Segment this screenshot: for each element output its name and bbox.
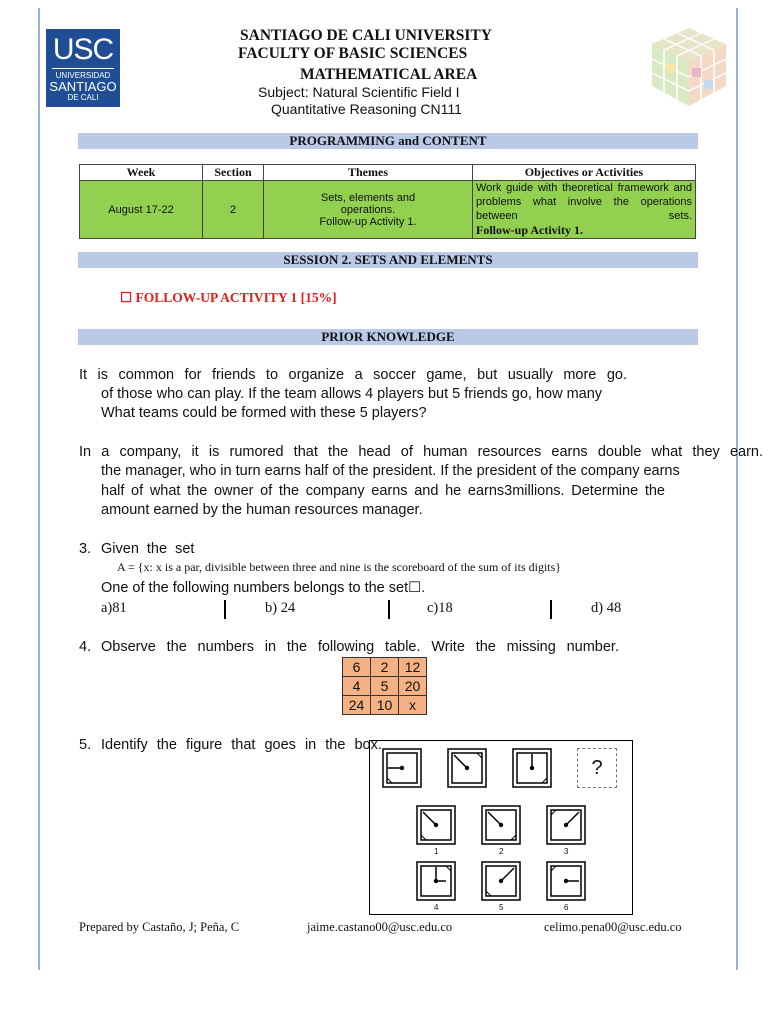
- course-line: Quantitative Reasoning CN111: [271, 101, 462, 117]
- col-section: Section: [203, 165, 264, 181]
- objectives-bold: Follow-up Activity 1.: [476, 223, 583, 237]
- option-d: d) 48: [591, 600, 622, 616]
- missing-figure-box: [577, 748, 617, 788]
- sequence-figure-3: [512, 748, 552, 788]
- p1-line3: What teams could be formed with these 5 players?: [101, 405, 427, 421]
- question-mark: ?: [591, 757, 603, 779]
- programming-table: [79, 164, 696, 239]
- option-label-3: 3: [564, 847, 569, 856]
- p3-number: 3.: [79, 541, 92, 557]
- table-cell: 5: [371, 677, 399, 696]
- option-label-1: 1: [434, 847, 439, 856]
- option-divider: [224, 600, 226, 619]
- footer-email-2[interactable]: celimo.pena00@usc.edu.co: [544, 920, 682, 934]
- p3-set-definition: A = {x: x is a par, divisible between three and nine is the scoreboard of the sum of its digits}: [117, 560, 562, 574]
- option-figure-4[interactable]: [416, 861, 456, 901]
- col-week: Week: [80, 165, 203, 181]
- option-figure-2[interactable]: [481, 805, 521, 845]
- option-label-4: 4: [434, 903, 439, 912]
- option-c: c)18: [427, 600, 453, 616]
- p4-number: 4.: [79, 639, 92, 655]
- option-label-5: 5: [499, 903, 504, 912]
- table-cell: x: [399, 696, 427, 715]
- area-title: MATHEMATICAL AREA: [300, 66, 478, 83]
- followup-activity: ☐ FOLLOW-UP ACTIVITY 1 [15%]: [120, 290, 337, 305]
- logo-line3: DE CALI: [67, 93, 99, 102]
- option-figure-1[interactable]: [416, 805, 456, 845]
- p5-text: Identify the figure that goes in the box.: [101, 737, 382, 753]
- option-figure-6[interactable]: [546, 861, 586, 901]
- prior-knowledge-band: PRIOR KNOWLEDGE: [78, 329, 698, 345]
- table-cell: 20: [399, 677, 427, 696]
- p3-line2: One of the following numbers belongs to the set☐.: [101, 580, 426, 596]
- session-band: SESSION 2. SETS AND ELEMENTS: [78, 252, 698, 268]
- cell-objectives: [473, 181, 696, 239]
- university-title: SANTIAGO DE CALI UNIVERSITY: [240, 27, 492, 44]
- subject-line: Subject: Natural Scientific Field I: [258, 84, 460, 100]
- programming-band: PROGRAMMING and CONTENT: [78, 133, 698, 149]
- p5-number: 5.: [79, 737, 92, 753]
- left-margin-line: [38, 8, 40, 970]
- p2-line2: the manager, who in turn earns half of the president. If the president of the company earns: [101, 463, 680, 479]
- option-b: b) 24: [265, 600, 296, 616]
- themes-line2: operations.: [340, 203, 396, 216]
- table-cell: 10: [371, 696, 399, 715]
- table-cell: 24: [343, 696, 371, 715]
- right-margin-line: [736, 8, 738, 970]
- option-figure-5[interactable]: [481, 861, 521, 901]
- footer-email-1[interactable]: jaime.castano00@usc.edu.co: [307, 920, 453, 934]
- faculty-title: FACULTY OF BASIC SCIENCES: [238, 45, 468, 62]
- col-themes: Themes: [264, 165, 473, 181]
- themes-line1: Sets, elements and: [320, 191, 416, 204]
- table-cell: 4: [343, 677, 371, 696]
- logo-line1: UNIVERSIDAD: [55, 71, 111, 80]
- col-objectives: Objectives or Activities: [473, 165, 696, 181]
- option-divider: [550, 600, 552, 619]
- themes-line3: Follow-up Activity 1.: [319, 215, 417, 228]
- p1-line2: of those who can play. If the team allows 4 players but 5 friends go, how many: [101, 386, 603, 402]
- p1-line1: It is common for friends to organize a soccer game, but usually more go.: [79, 367, 627, 383]
- table-row: [80, 181, 696, 239]
- usc-logo: [46, 29, 120, 107]
- option-divider: [388, 600, 390, 619]
- option-figure-3[interactable]: [546, 805, 586, 845]
- option-a: a)81: [101, 600, 127, 616]
- p2-line1: In a company, it is rumored that the head of human resources earns double what they earn.: [79, 444, 763, 460]
- option-label-6: 6: [564, 903, 569, 912]
- sequence-figure-2: [447, 748, 487, 788]
- cell-section: 2: [203, 181, 264, 239]
- p3-line1: Given the set: [101, 541, 195, 557]
- p4-text: Observe the numbers in the following table. Write the missing number.: [101, 639, 619, 655]
- footer-prepared: Prepared by Castaño, J; Peña, C: [79, 920, 240, 934]
- rubiks-cube-image: [646, 24, 732, 110]
- table-cell: 6: [343, 658, 371, 677]
- sequence-figure-1: [382, 748, 422, 788]
- cell-week: August 17-22: [80, 181, 203, 239]
- cell-themes: [264, 181, 473, 239]
- logo-abbr: USC: [52, 33, 114, 66]
- objectives-text: Work guide with theoretical framework and problems what involve the operations between sets.: [476, 182, 692, 222]
- option-label-2: 2: [499, 847, 504, 856]
- table-cell: 12: [399, 658, 427, 677]
- table-cell: 2: [371, 658, 399, 677]
- figure-puzzle: [369, 740, 633, 915]
- logo-line2: SANTIAGO: [49, 79, 117, 94]
- number-table: [342, 657, 427, 715]
- p2-line4: amount earned by the human resources manager.: [101, 502, 423, 518]
- p2-line3: half of what the owner of the company earns and he earns3millions. Determine the: [101, 483, 665, 499]
